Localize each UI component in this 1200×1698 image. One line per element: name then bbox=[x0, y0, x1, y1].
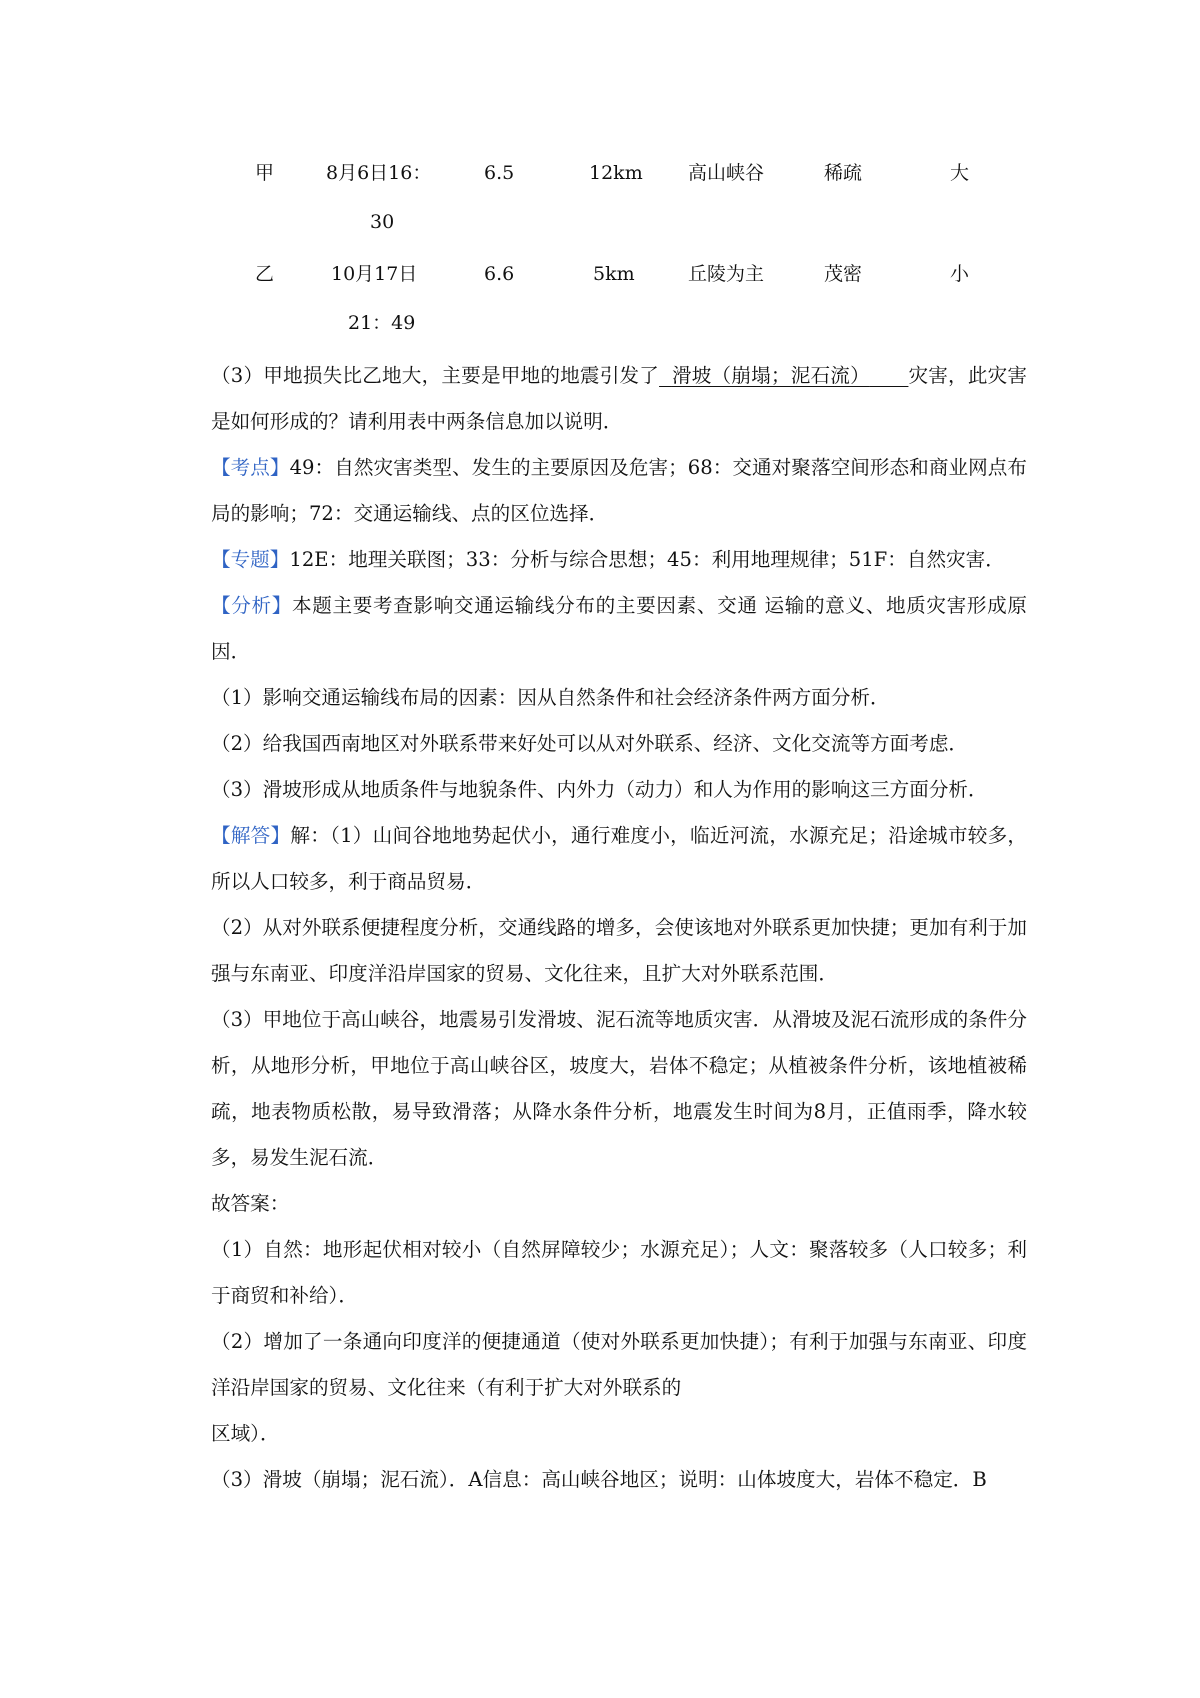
table-cell-vegetation: 稀疏 bbox=[824, 162, 863, 184]
fenxi-item: （3）滑坡形成从地质条件与地貌条件、内外力（动力）和人为作用的影响这三方面分析． bbox=[211, 778, 988, 801]
answer-item: 区域）． bbox=[211, 1422, 280, 1445]
question-3-answer: 滑坡（崩塌；泥石流） bbox=[671, 364, 870, 387]
table-cell-vegetation: 茂密 bbox=[824, 263, 863, 285]
jieda-item: （3）甲地位于高山峡谷，地震易引发滑坡、泥石流等地质灾害．从滑坡及泥石流形成的条件分析，从地形分析，甲地位于高山峡谷区，坡度大，岩体不稳定；从植被条件分析，该地植被稀疏，地表物质松散，易导致滑落；从降水条件分析，地震发生时间为8月，正值雨季，降水较多，易发生泥石流． bbox=[211, 1008, 1027, 1169]
jieda-section: 【解答】解：（1）山间谷地地势起伏小，通行难度小，临近河流，水源充足；沿途城市较多，所以人口较多，利于商品贸易． bbox=[211, 824, 1028, 893]
answer-label: 故答案： bbox=[211, 1192, 290, 1215]
table-cell-time: 8月6日16： bbox=[326, 162, 432, 184]
kaodian-section: 【考点】49：自然灾害类型、发生的主要原因及危害；68：交通对聚落空间形态和商业网点布局的影响；72：交通运输线、点的区位选择． bbox=[211, 456, 1027, 525]
table-cell-magnitude: 6.6 bbox=[484, 263, 515, 285]
fenxi-tag: 【分析】 bbox=[211, 594, 292, 617]
table-cell-time-cont: 21：49 bbox=[348, 312, 416, 334]
solution-text bbox=[211, 353, 1027, 1503]
kaodian-tag: 【考点】 bbox=[211, 456, 290, 479]
table-cell-terrain: 丘陵为主 bbox=[688, 263, 765, 285]
table-cell-name: 乙 bbox=[255, 263, 275, 285]
table-cell-magnitude: 6.5 bbox=[484, 162, 515, 184]
fenxi-item: （1）影响交通运输线布局的因素：因从自然条件和社会经济条件两方面分析． bbox=[211, 686, 890, 709]
fenxi-section: 【分析】本题主要考查影响交通运输线分布的主要因素、交通 运输的意义、地质灾害形成原因． bbox=[211, 594, 1028, 663]
table-cell-depth: 12km bbox=[589, 162, 643, 184]
fenxi-item: （2）给我国西南地区对外联系带来好处可以从对外联系、经济、文化交流等方面考虑． bbox=[211, 732, 969, 755]
answer-item: （3）滑坡（崩塌；泥石流）．A信息：高山峡谷地区；说明：山体坡度大，岩体不稳定．B bbox=[211, 1468, 987, 1491]
answer-item: （1）自然：地形起伏相对较小（自然屏障较少；水源充足）；人文：聚落较多（人口较多；利于商贸和补给）． bbox=[211, 1238, 1027, 1307]
question-3: （3）甲地损失比乙地大，主要是甲地的地震引发了 滑坡（崩塌；泥石流） 灾害，此灾害是如何形成的？请利用表中两条信息加以说明． bbox=[211, 364, 1027, 433]
zhuanti-tag: 【专题】 bbox=[211, 548, 290, 571]
zhuanti-section: 【专题】12E：地理关联图；33：分析与综合思想；45：利用地理规律；51F：自然灾害． bbox=[211, 548, 1005, 571]
table-cell-depth: 5km bbox=[593, 263, 635, 285]
answer-item: （2）增加了一条通向印度洋的便捷通道（使对外联系更加快捷）；有利于加强与东南亚、印度洋沿岸国家的贸易、文化往来（有利于扩大对外联系的 bbox=[211, 1330, 1027, 1399]
table-cell-terrain: 高山峡谷 bbox=[688, 162, 765, 184]
table-cell-loss: 小 bbox=[950, 263, 970, 285]
jieda-item: （2）从对外联系便捷程度分析，交通线路的增多，会使该地对外联系更加快捷；更加有利于加强与东南亚、印度洋沿岸国家的贸易、文化往来，且扩大对外联系范围． bbox=[211, 916, 1027, 985]
table-cell-loss: 大 bbox=[950, 162, 970, 184]
table-cell-name: 甲 bbox=[255, 162, 275, 184]
jieda-tag: 【解答】 bbox=[211, 824, 291, 847]
table-cell-time-cont: 30 bbox=[370, 211, 395, 233]
table-cell-time: 10月17日 bbox=[331, 263, 418, 285]
